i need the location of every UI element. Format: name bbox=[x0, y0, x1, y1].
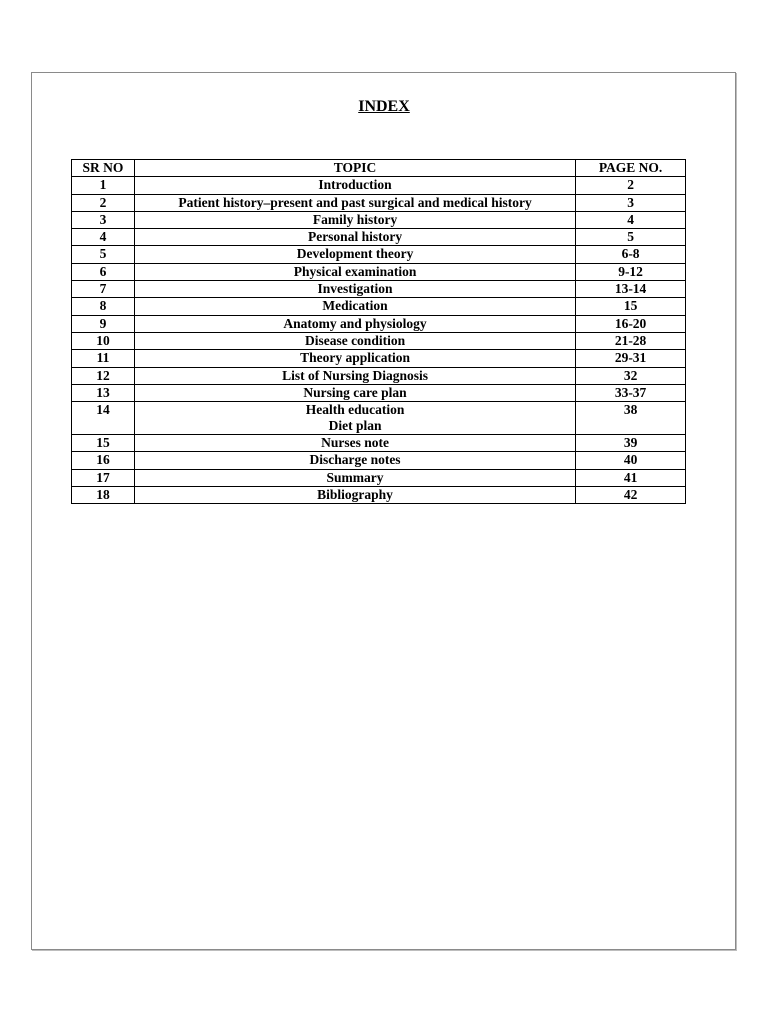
header-page-no: PAGE NO. bbox=[576, 160, 686, 177]
table-row bbox=[72, 402, 686, 435]
page-no-cell: 9-12 bbox=[576, 263, 686, 280]
topic-cell: Nursing care plan bbox=[134, 384, 575, 401]
page-no-cell: 41 bbox=[576, 469, 686, 486]
table-row bbox=[72, 469, 686, 486]
table-row bbox=[72, 263, 686, 280]
table-row bbox=[72, 487, 686, 504]
header-sr-no: SR NO bbox=[72, 160, 135, 177]
header-topic: TOPIC bbox=[134, 160, 575, 177]
sr-no-cell: 5 bbox=[72, 246, 135, 263]
table-row bbox=[72, 246, 686, 263]
page-no-cell: 5 bbox=[576, 229, 686, 246]
page-no-cell: 13-14 bbox=[576, 281, 686, 298]
page-no-cell: 32 bbox=[576, 367, 686, 384]
topic-line: Health education bbox=[305, 402, 405, 418]
table-row bbox=[72, 229, 686, 246]
sr-no-cell: 4 bbox=[72, 229, 135, 246]
table-row bbox=[72, 211, 686, 228]
page-no-cell: 16-20 bbox=[576, 315, 686, 332]
topic-cell: Medication bbox=[134, 298, 575, 315]
topic-cell: Physical examination bbox=[134, 263, 575, 280]
sr-no-cell: 17 bbox=[72, 469, 135, 486]
sr-no-cell: 3 bbox=[72, 211, 135, 228]
index-table-body bbox=[72, 177, 686, 504]
table-row bbox=[72, 298, 686, 315]
topic-line: Diet plan bbox=[328, 418, 382, 434]
page-no-cell: 33-37 bbox=[576, 384, 686, 401]
topic-cell: List of Nursing Diagnosis bbox=[134, 367, 575, 384]
page-no-cell: 21-28 bbox=[576, 332, 686, 349]
table-row bbox=[72, 194, 686, 211]
table-row bbox=[72, 452, 686, 469]
page-no-cell: 38 bbox=[576, 402, 686, 435]
topic-cell: Introduction bbox=[134, 177, 575, 194]
page-no-cell: 3 bbox=[576, 194, 686, 211]
topic-cell: Anatomy and physiology bbox=[134, 315, 575, 332]
topic-cell: Development theory bbox=[134, 246, 575, 263]
table-row bbox=[72, 384, 686, 401]
table-row bbox=[72, 177, 686, 194]
table-row bbox=[72, 332, 686, 349]
sr-no-cell: 2 bbox=[72, 194, 135, 211]
page-no-cell: 39 bbox=[576, 435, 686, 452]
table-row bbox=[72, 315, 686, 332]
page-no-cell: 15 bbox=[576, 298, 686, 315]
topic-cell: Disease condition bbox=[134, 332, 575, 349]
sr-no-cell: 10 bbox=[72, 332, 135, 349]
page-no-cell: 40 bbox=[576, 452, 686, 469]
page-no-cell: 42 bbox=[576, 487, 686, 504]
topic-cell: Family history bbox=[134, 211, 575, 228]
table-header-row bbox=[72, 160, 686, 177]
page-no-cell: 6-8 bbox=[576, 246, 686, 263]
sr-no-cell: 7 bbox=[72, 281, 135, 298]
sr-no-cell: 16 bbox=[72, 452, 135, 469]
sr-no-cell: 8 bbox=[72, 298, 135, 315]
topic-cell: Personal history bbox=[134, 229, 575, 246]
table-row bbox=[72, 367, 686, 384]
sr-no-cell: 13 bbox=[72, 384, 135, 401]
page-title: INDEX bbox=[358, 98, 410, 115]
topic-cell: Summary bbox=[134, 469, 575, 486]
sr-no-cell: 12 bbox=[72, 367, 135, 384]
sr-no-cell: 18 bbox=[72, 487, 135, 504]
page-no-cell: 4 bbox=[576, 211, 686, 228]
sr-no-cell: 9 bbox=[72, 315, 135, 332]
index-table bbox=[71, 159, 686, 504]
table-row bbox=[72, 281, 686, 298]
sr-no-cell: 6 bbox=[72, 263, 135, 280]
sr-no-cell: 11 bbox=[72, 350, 135, 367]
topic-cell: Patient history–present and past surgical and medical history bbox=[134, 194, 575, 211]
topic-cell: Theory application bbox=[134, 350, 575, 367]
sr-no-cell: 15 bbox=[72, 435, 135, 452]
topic-cell: Investigation bbox=[134, 281, 575, 298]
topic-cell bbox=[134, 402, 575, 435]
topic-cell: Bibliography bbox=[134, 487, 575, 504]
table-row bbox=[72, 350, 686, 367]
table-row bbox=[72, 435, 686, 452]
topic-cell: Nurses note bbox=[134, 435, 575, 452]
page-no-cell: 29-31 bbox=[576, 350, 686, 367]
topic-cell: Discharge notes bbox=[134, 452, 575, 469]
page-no-cell: 2 bbox=[576, 177, 686, 194]
sr-no-cell: 14 bbox=[72, 402, 135, 435]
sr-no-cell: 1 bbox=[72, 177, 135, 194]
